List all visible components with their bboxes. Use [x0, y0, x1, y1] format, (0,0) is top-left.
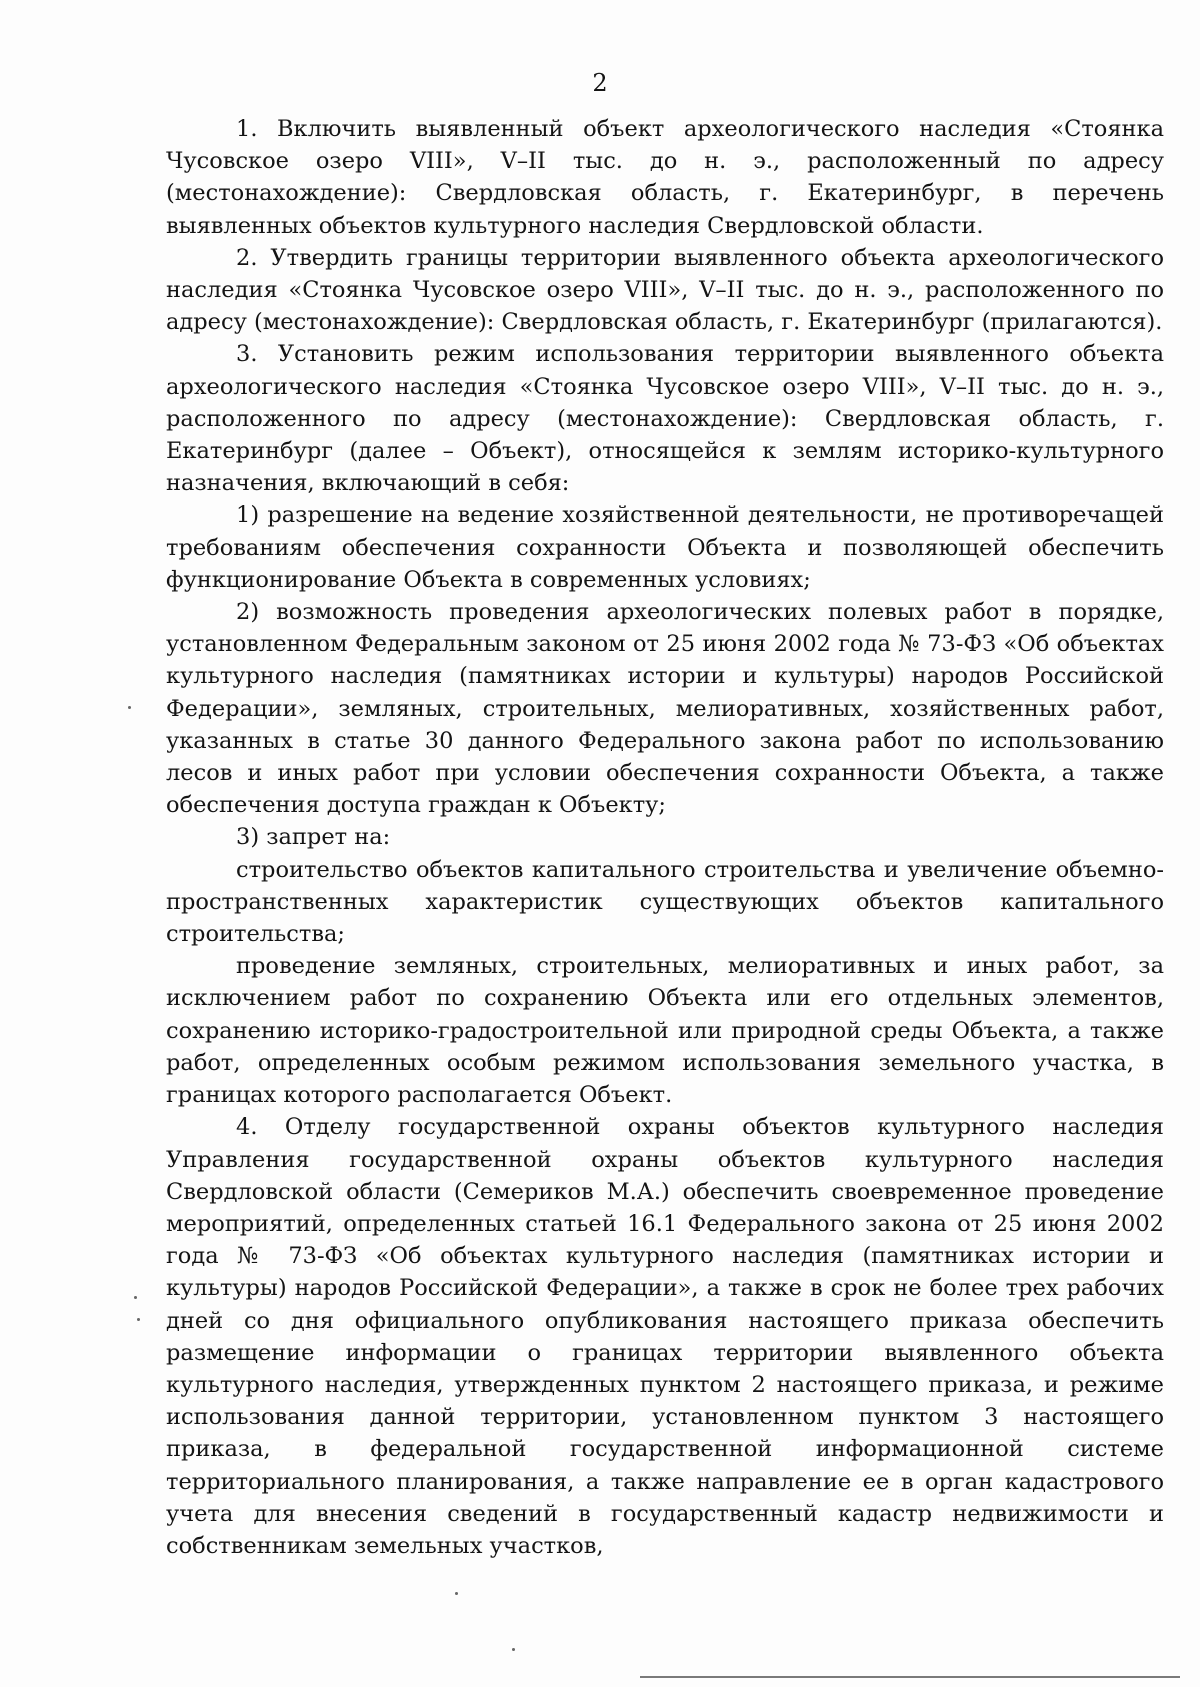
prohibition-construction: строительство объектов капитального строительства и увеличение объемно-пространственных характеристик существующих объектов капитального строительства; — [166, 856, 1164, 948]
prohibition-works: проведение земляных, строительных, мелиоративных и иных работ, за исключением работ по сохранению Объекта или его отдельных элементов, сохранению историко-градостроительной или природной среды Объекта, а также работ, определенных особым режимом использования земельного участка, в границах которого располагается Объект. — [166, 953, 1164, 1109]
scan-speck — [512, 1648, 515, 1651]
scan-speck — [455, 1592, 458, 1595]
subparagraph-3: 3) запрет на: — [236, 824, 391, 851]
scan-edge-line — [640, 1676, 1180, 1678]
paragraph-item-3: 3. Установить режим использования территории выявленного объекта археологического наследия «Стоянка Чусовское озеро VIII», V–II тыс. до н. э., расположенного по адресу (местонахождение): Свердловская область, г. Екатеринбург (далее – Объект), относящейся к землям историко-культурного назначения, включающий в себя: — [166, 341, 1164, 497]
scan-speck — [128, 706, 131, 709]
page-number: 2 — [592, 69, 608, 97]
scan-speck — [137, 1318, 140, 1321]
subparagraph-1: 1) разрешение на ведение хозяйственной деятельности, не противоречащей требованиям обеспечения сохранности Объекта и позволяющей обеспечить функционирование Объекта в современных условиях; — [166, 502, 1164, 593]
paragraph-item-4: 4. Отделу государственной охраны объектов культурного наследия Управления государственной охраны объектов культурного наследия Свердловской области (Семериков М.А.) обеспечить своевременное проведение мероприятий, определенных статьей 16.1 Федерального закона от 25 июня 2002 года № 73-ФЗ «Об объектах культурного наследия (памятниках истории и культуры) народов Российской Федерации», а также в срок не более трех рабочих дней со дня официального опубликования настоящего приказа обеспечить размещение информации о границах территории выявленного объекта культурного наследия, утвержденных пунктом 2 настоящего приказа, и режиме использования данной территории, установленном пунктом 3 настоящего приказа, в федеральной государственной информационной системе территориального планирования, а также направление ее в орган кадастрового учета для внесения сведений в государственный кадастр недвижимости и собственникам земельных участков, — [166, 1114, 1164, 1559]
document-body — [166, 113, 1164, 1562]
subparagraph-2: 2) возможность проведения археологических полевых работ в порядке, установленном Федеральным законом от 25 июня 2002 года № 73-ФЗ «Об объектах культурного наследия (памятниках истории и культуры) народов Российской Федерации», земляных, строительных, мелиоративных, хозяйственных работ, указанных в статье 30 данного Федерального закона работ по использованию лесов и иных работ при условии обеспечения сохранности Объекта, а также обеспечения доступа граждан к Объекту; — [166, 599, 1164, 819]
paragraph-item-1: 1. Включить выявленный объект археологического наследия «Стоянка Чусовское озеро VIII», V–II тыс. до н. э., расположенный по адресу (местонахождение): Свердловская область, г. Екатеринбург, в перечень выявленных объектов культурного наследия Свердловской области. — [166, 116, 1164, 239]
paragraph-item-2: 2. Утвердить границы территории выявленного объекта археологического наследия «Стоянка Чусовское озеро VIII», V–II тыс. до н. э., расположенного по адресу (местонахождение): Свердловская область, г. Екатеринбург (прилагаются). — [166, 244, 1164, 336]
scan-speck — [134, 1296, 137, 1299]
